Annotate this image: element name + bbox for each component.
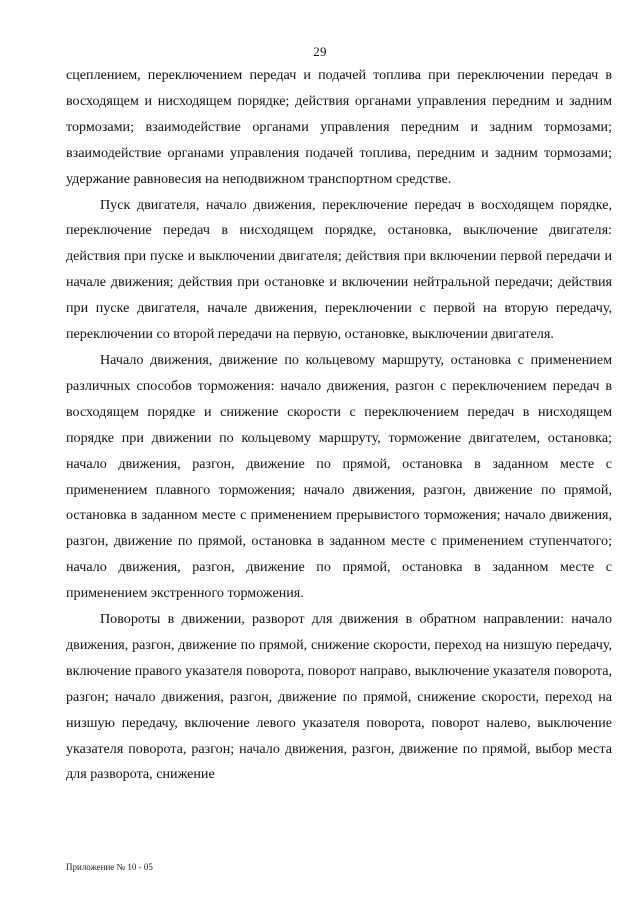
paragraph-2: Пуск двигателя, начало движения, переключение передач в восходящем порядке, переключение передач в нисходящем порядке, остановка, выключение двигателя: действия при пуске и выключении двигателя; действия при включении первой передачи и начале движения; действия при остановке и включении нейтральной передачи; действия при пуске двигателя, начале движения, переключении с первой на вторую передачу, переключении со второй передачи на первую, остановке, выключении двигателя. bbox=[66, 196, 612, 343]
body-text bbox=[66, 63, 612, 788]
paragraph-1: сцеплением, переключением передач и подачей топлива при переключении передач в восходящем и нисходящем порядке; действия органами управления передним и задним тормозами; взаимодействие органами управления передним и задним тормозами; взаимодействие органами управления подачей топлива, передним и задним тормозами; удержание равновесия на неподвижном транспортном средстве. bbox=[66, 67, 612, 187]
paragraph-4: Повороты в движении, разворот для движения в обратном направлении: начало движения, разгон, движение по прямой, снижение скорости, переход на низшую передачу, включение правого указателя поворота, поворот направо, выключение указателя поворота, разгон; начало движения, разгон, движение по прямой, снижение скорости, переход на низшую передачу, включение левого указателя поворота, поворот налево, выключение указателя поворота, разгон; начало движения, разгон, движение по прямой, выбор места для разворота, снижение bbox=[66, 611, 612, 783]
paragraph-3: Начало движения, движение по кольцевому маршруту, остановка с применением различных способов торможения: начало движения, разгон с переключением передач в восходящем порядке и снижение скорости с переключением передач в нисходящем порядке при движении по кольцевому маршруту, торможение двигателем, остановка; начало движения, разгон, движение по прямой, остановка в заданном месте с применением плавного торможения; начало движения, разгон, движение по прямой, остановка в заданном месте с применением прерывистого торможения; начало движения, разгон, движение по прямой, остановка в заданном месте с применением ступенчатого; начало движения, разгон, движение по прямой, остановка в заданном месте с применением экстренного торможения. bbox=[66, 351, 612, 602]
page-number: 29 bbox=[313, 44, 327, 59]
page-footer: Приложение № 10 - 05 bbox=[66, 862, 153, 872]
